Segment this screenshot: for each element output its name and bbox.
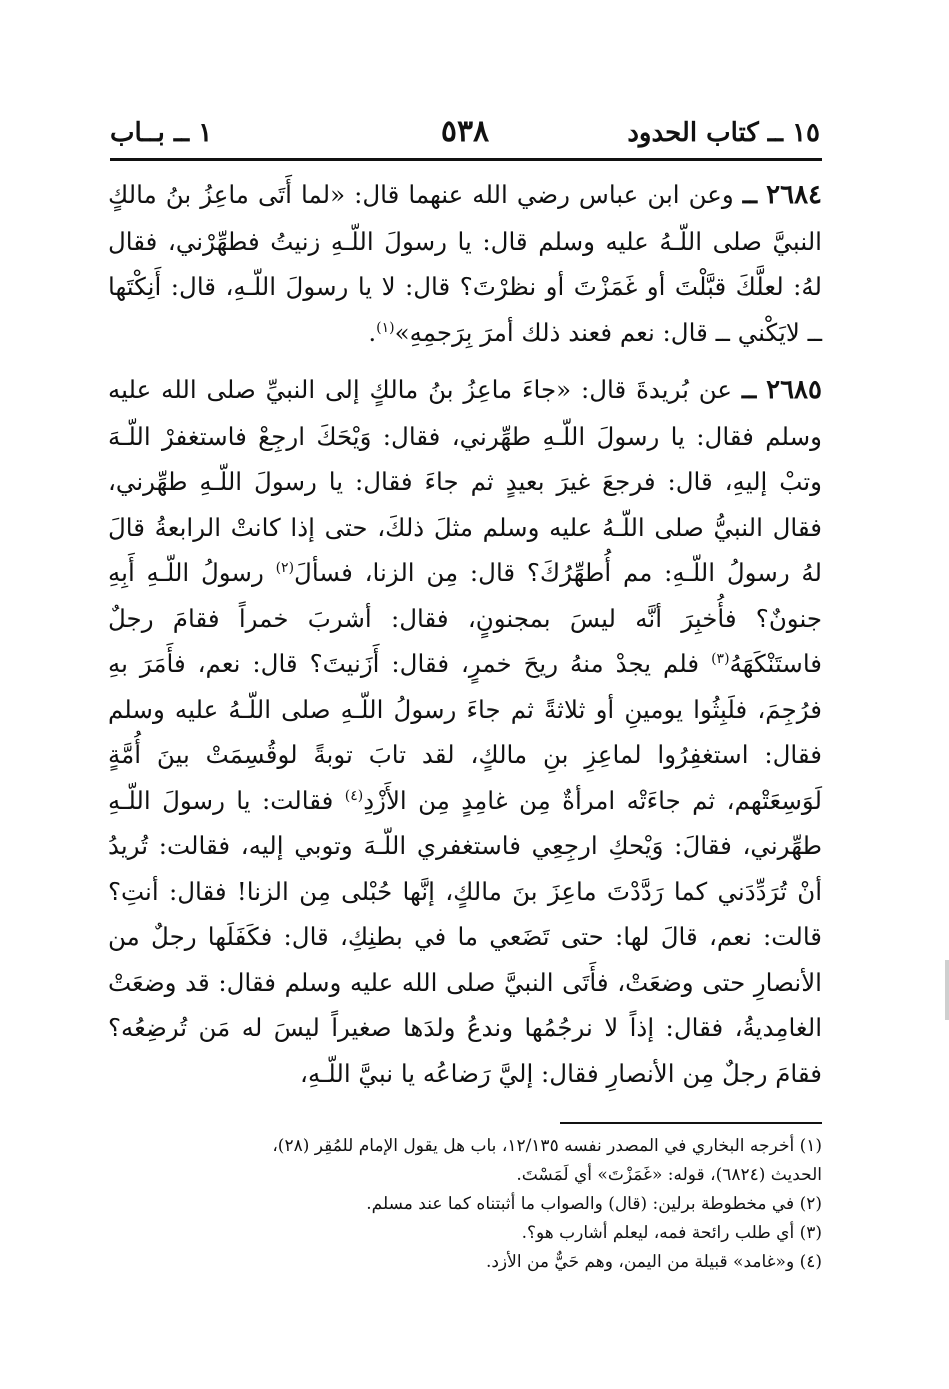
footnote-1-continuation: الحديث (٦٨٢٤)، قوله: «غَمَزْتَ» أي لَمَسْتَ. (516, 1165, 822, 1185)
footnote-1: (١) أخرجه البخاري في المصدر نفسه ١٢/١٣٥، باب هل يقول الإمام للمُقِر (٢٨)، (272, 1136, 822, 1156)
hadith-text-segment: عن بُريدةَ قال: «جاءَ ماعِزُ بنُ مالكٍ إلى النبيِّ صلى الله عليه وسلم فقال: يا رسولَ اللّـهِ طهِّرني، فقال: وَيْحَكَ ارجِعْ فاستغفرْ اللّـهَ وتبْ إليهِ، قال: فرجعَ غيرَ بعيدٍ ثم جاءَ فقال: يا رسولَ اللّـهِ طهِّرني، فقال النبيُّ صلى اللّـهُ عليه وسلم مثلَ ذلكَ، حتى إذا كانتْ الرابعةُ قالَ لهُ رسولُ اللّـهِ: مم أُطهِّرُكَ؟ قال: مِن الزنا، فسألَ (108, 375, 823, 587)
hadith-text-segment: فقالت: يا رسولَ اللّـهِ طهِّرني، فقالَ: وَيْحكِ ارجِعِي فاستغفري اللّـهَ وتوبي إليه، فقالت: تُريدُ أنْ تُرَدِّدَني كما رَدَّدْتَ ماعِزَ بنَ مالكٍ، إنَّها حُبْلى مِن الزنا! فقال: أنتِ؟ قالت: نعم، قالَ لها: حتى تَضَعي ما في بطنِكِ، قال: فكَفَلَها رجلٌ من الأنصارِ حتى وضعَتْ، فأَتَى النبيَّ صلى الله عليه وسلم فقال: قد وضعَتْ الغامِديةُ، فقال: إذاً لا نرجُمُها وندعُ ولدَها صغيراً ليسَ له مَن تُرضِعُه؟ فقامَ رجلٌ مِن الأنصارِ فقال: إليَّ رَضاعُه يا نبيَّ اللّـهِ، (108, 785, 822, 1088)
hadith-number: ٢٦٨٥ (766, 375, 822, 405)
footnote-ref: (٢) (275, 559, 295, 576)
footnote-3: (٣) أي طلب رائحة فمه، ليعلم أشارب هو؟. (521, 1223, 822, 1243)
footnotes (108, 1132, 822, 1277)
page-number: ٥٣٨ (440, 114, 490, 149)
hadith-dash: ــ (741, 375, 757, 404)
scan-edge-mark (945, 960, 949, 1020)
hadith-number: ٢٦٨٤ (766, 180, 822, 210)
hadith-2685 (108, 367, 822, 1096)
hadith-text-segment: فلم يجدْ منهُ ريحَ خمرٍ، فقال: أَزَنيتَ؟ قال: نعم، فأَمَرَ بهِ فرُجِمَ، فلَبِثُوا يومينِ أو ثلاثةً ثم جاءَ رسولُ اللّـهِ صلى اللّـهُ عليه وسلم فقال: استغفِرُوا لماعِزِ بنِ مالكٍ، لقد تابَ توبةً لوقُسِمَتْ بينَ أُمَّةٍ لَوَسِعَتْهم، ثم جاءَتْه امرأةٌ مِن غامِدٍ مِن الأَزْدِ (108, 649, 822, 815)
footnote-ref: (٤) (344, 787, 364, 804)
hadith-tail: . (368, 317, 377, 347)
main-text (108, 172, 822, 1096)
hadith-text-segment: رسولُ اللّـهِ أَبِهِ جنونٌ؟ فأُخبِرَ أنَّه ليسَ بمجنونٍ، فقال: أشربَ خمراً فقامَ رجلٌ فاستَنْكَهَهُ (108, 558, 822, 678)
footnote-2: (٢) في مخطوطة برلين: (قال) والصواب ما أثبتناه كما عند مسلم. (366, 1194, 822, 1214)
hadith-2684 (108, 172, 822, 355)
footnote-rule (560, 1122, 822, 1124)
section-title: ١ ــ بــاب (110, 118, 213, 148)
footnote-4: (٤) و«غامد» قبيلة من اليمن، وهم حَيٌّ من الأزد. (485, 1252, 822, 1272)
header-rule (110, 158, 822, 161)
footnote-ref: (١) (376, 319, 395, 336)
footnote-ref: (٣) (711, 650, 730, 667)
chapter-title: ١٥ ــ كتاب الحدود (627, 118, 820, 148)
running-header (110, 114, 820, 154)
hadith-text: وعن ابن عباس رضي الله عنهما قال: «لما أَتَى ماعِزُ بنُ مالكٍ النبيَّ صلى اللّـهُ عليه وسلم قال: يا رسولَ اللّـهِ زنيتُ فطهِّرْني، فقال لهُ: لعلَّكَ قبَّلْتَ أو غَمَزْتَ أو نظرْتَ؟ قال: لا يا رسولَ اللّـهِ، قال: أَنِكْتَها ــ لايَكْني ــ قال: نعم فعند ذلك أمرَ بِرَجمِهِ» (108, 180, 822, 347)
hadith-dash: ــ (742, 180, 758, 209)
